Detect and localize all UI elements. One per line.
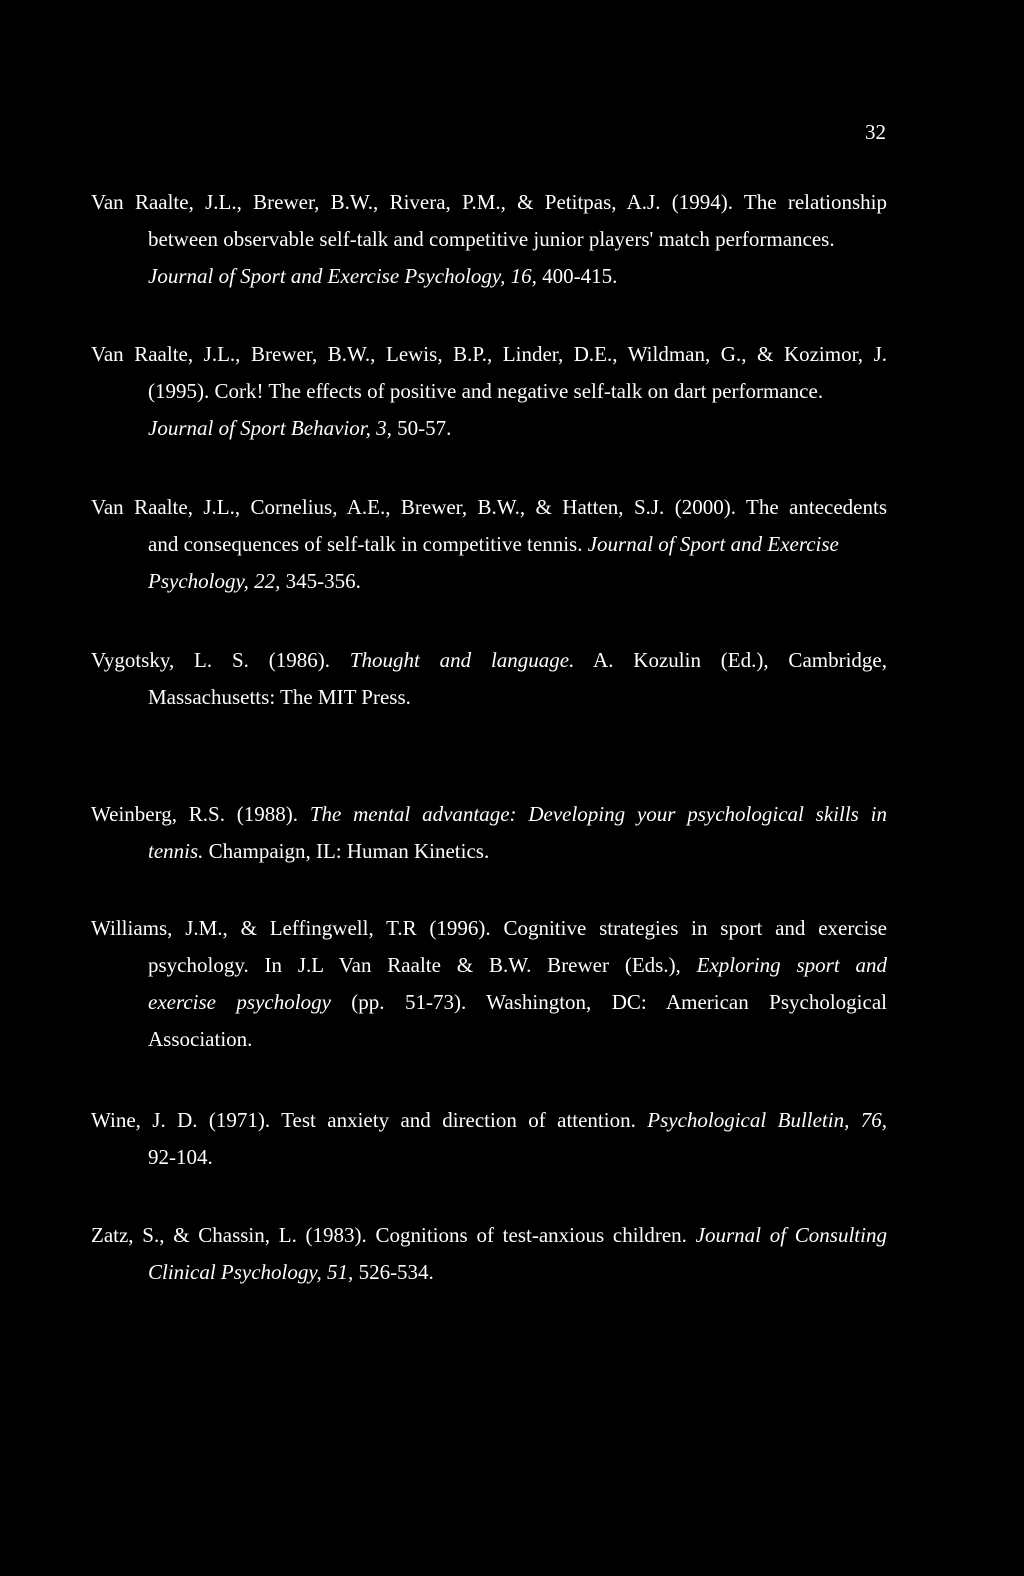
reference-entry [91, 642, 887, 716]
reference-line: between observable self-talk and competitive junior players' match performances. [148, 227, 835, 251]
reference-line: tennis. Champaign, IL: Human Kinetics. [148, 839, 490, 863]
reference-line: Williams, J.M., & Leffingwell, T.R (1996). Cognitive strategies in sport and exercise [91, 916, 887, 940]
reference-line: exercise psychology (pp. 51-73). Washington, DC: American Psychological [148, 990, 887, 1014]
reference-line: Wine, J. D. (1971). Test anxiety and direction of attention. Psychological Bulletin, 76, [91, 1108, 887, 1132]
reference-line: Journal of Sport Behavior, 3, 50-57. [148, 416, 452, 440]
reference-line: Clinical Psychology, 51, 526-534. [148, 1260, 434, 1284]
reference-line: Journal of Sport and Exercise Psychology, 16, 400-415. [148, 264, 618, 288]
reference-entry [91, 336, 887, 447]
reference-entry [91, 1102, 887, 1176]
reference-line: psychology. In J.L Van Raalte & B.W. Brewer (Eds.), Exploring sport and [148, 953, 887, 977]
reference-line: Van Raalte, J.L., Cornelius, A.E., Brewer, B.W., & Hatten, S.J. (2000). The antecedents [91, 495, 887, 519]
reference-line: Van Raalte, J.L., Brewer, B.W., Rivera, P.M., & Petitpas, A.J. (1994). The relationship [91, 190, 887, 214]
reference-entry [91, 489, 887, 600]
reference-line: Weinberg, R.S. (1988). The mental advantage: Developing your psychological skills in [91, 802, 887, 826]
reference-entry [91, 184, 887, 295]
reference-line: Psychology, 22, 345-356. [148, 569, 361, 593]
reference-entry [91, 1217, 887, 1291]
page-number: 32 [865, 120, 886, 144]
reference-line: Vygotsky, L. S. (1986). Thought and language. A. Kozulin (Ed.), Cambridge, [91, 648, 887, 672]
reference-line: Zatz, S., & Chassin, L. (1983). Cognitions of test-anxious children. Journal of Consulting [91, 1223, 887, 1247]
reference-entry [91, 796, 887, 870]
reference-line: (1995). Cork! The effects of positive and negative self-talk on dart performance. [148, 379, 824, 403]
reference-line: Association. [148, 1027, 253, 1051]
reference-entry [91, 910, 887, 1058]
reference-line: Massachusetts: The MIT Press. [148, 685, 411, 709]
reference-line: Van Raalte, J.L., Brewer, B.W., Lewis, B.P., Linder, D.E., Wildman, G., & Kozimor, J. [91, 342, 887, 366]
reference-line: 92-104. [148, 1145, 213, 1169]
reference-line: and consequences of self-talk in competitive tennis. Journal of Sport and Exercise [148, 532, 839, 556]
